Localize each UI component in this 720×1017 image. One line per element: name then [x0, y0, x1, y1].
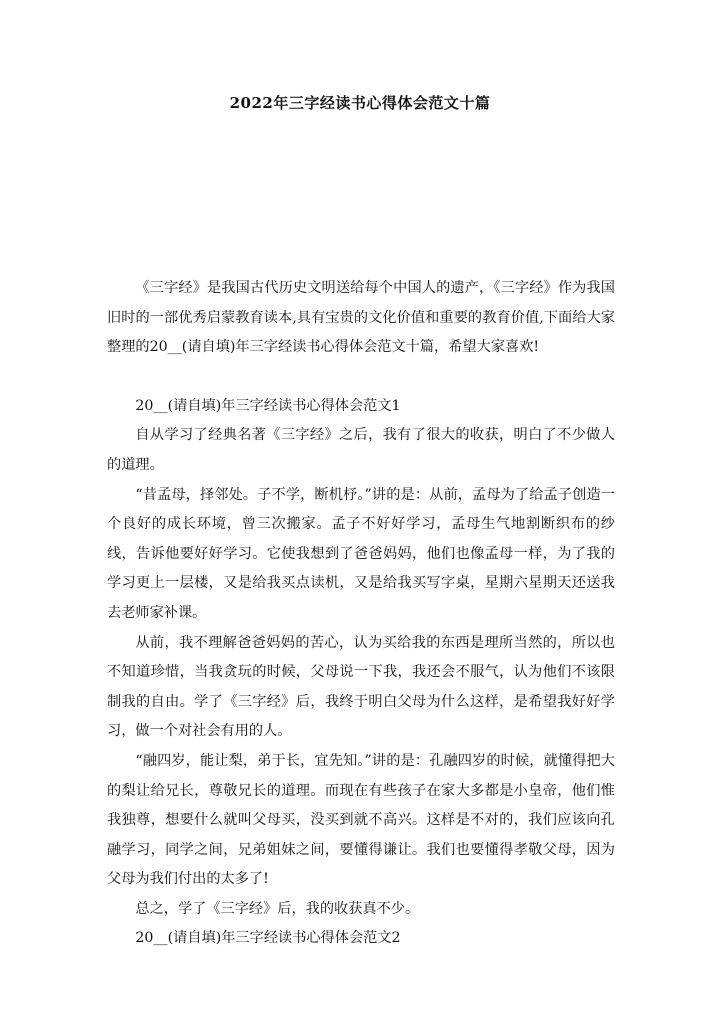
paragraph-spacer [107, 363, 615, 392]
document-title: 2022年三字经读书心得体会范文十篇 [229, 94, 491, 112]
intro-paragraph: 《三字经》是我国古代历史文明送给每个中国人的遗产，《三字经》作为我国旧时的一部优秀启蒙教育读本,具有宝贵的文化价值和重要的教育价值,下面给大家整理的20__(请自填)年三字经读书心得体会范文十篇，希望大家喜欢! [107, 280, 615, 356]
body-paragraph: “融四岁，能让梨，弟于长，宜先知。”讲的是：孔融四岁的时候，就懂得把大的梨让给兄长，尊敬兄长的道理。而现在有些孩子在家大多都是小皇帝，他们惟我独尊，想要什么就叫父母买，没买到就不高兴。这样是不对的，我们应该向孔融学习，同学之间，兄弟姐妹之间，要懂得谦让。我们也要懂得孝敬父母，因为父母为我们付出的太多了! [107, 752, 615, 888]
body-paragraph: 从前，我不理解爸爸妈妈的苦心，认为买给我的东西是理所当然的，所以也不知道珍惜，当我贪玩的时候，父母说一下我，我还会不服气，认为他们不该限制我的自由。学了《三字经》后，我终于明白父母为什么这样，是希望我好好学习，做一个对社会有用的人。 [107, 634, 615, 740]
section-heading-2: 20__(请自填)年三字经读书心得体会范文2 [135, 930, 401, 947]
body-paragraph: “昔孟母，择邻处。子不学，断机杼。”讲的是：从前，孟母为了给孟子创造一个良好的成长环境，曾三次搬家。孟子不好好学习，孟母生气地割断织布的纱线，告诉他要好好学习。它使我想到了爸爸妈妈，他们也像孟母一样，为了我的学习更上一层楼，又是给我买点读机，又是给我买写字桌，星期六星期天还送我去老师家补课。 [107, 486, 615, 621]
document-body [107, 274, 615, 954]
section-heading-1: 20__(请自填)年三字经读书心得体会范文1 [135, 397, 401, 414]
body-paragraph: 总之，学了《三字经》后，我的收获真不少。 [135, 900, 420, 917]
body-paragraph: 自从学习了经典名著《三字经》之后，我有了很大的收获，明白了不少做人的道理。 [107, 427, 615, 473]
